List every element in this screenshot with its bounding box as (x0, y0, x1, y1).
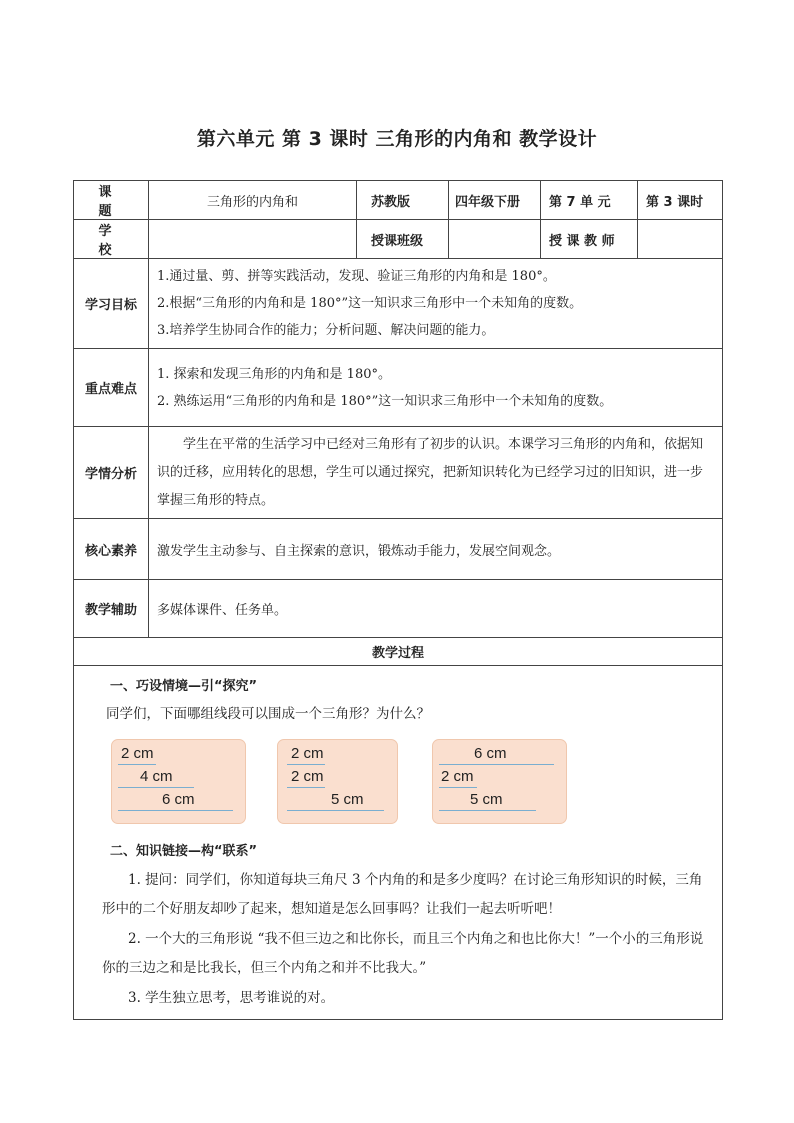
analysis-label: 学情分析 (74, 427, 149, 519)
segment: 2 cm (439, 768, 477, 786)
segment: 6 cm (118, 791, 233, 809)
key-content (149, 349, 723, 427)
segment-card-1 (111, 739, 246, 824)
edition: 苏教版 (357, 181, 449, 220)
literacy-label: 核心素养 (74, 519, 149, 580)
section-2-heading: 二、知识链接—构“联系” (110, 844, 258, 859)
school-label: 学 校 (74, 220, 149, 259)
segment-card-2 (277, 739, 398, 824)
goals-content (149, 259, 723, 349)
literacy-text: 激发学生主动参与、自主探索的意识，锻炼动手能力，发展空间观念。 (149, 519, 723, 580)
goals-label: 学习目标 (74, 259, 149, 349)
grade: 四年级下册 (449, 181, 541, 220)
class-label: 授课班级 (357, 220, 449, 259)
lesson-plan-table (73, 180, 723, 1020)
aids-label: 教学辅助 (74, 580, 149, 638)
row-goals (74, 259, 723, 349)
key-label: 重点难点 (74, 349, 149, 427)
segment-card-3 (432, 739, 567, 824)
analysis-text: 学生在平常的生活学习中已经对三角形有了初步的认识。本课学习三角形的内角和，依据知识的迁移，应用转化的思想，学生可以通过探究，把新知识转化为已经学习过的旧知识，进一步掌握三角形的特点。 (157, 436, 704, 508)
segment: 5 cm (439, 791, 536, 809)
goal-item: 1.通过量、剪、拼等实践活动，发现、验证三角形的内角和是 180°。 (157, 269, 556, 284)
row-aids (74, 580, 723, 638)
paragraph-1: 1. 提问：同学们，你知道每块三角尺 3 个内角的和是多少度吗？在讨论三角形知识的时候，三角形中的二个好朋友却吵了起来，想知道是怎么回事吗？让我们一起去听听吧！ (102, 872, 703, 917)
segment-question: 同学们，下面哪组线段可以围成一个三角形？为什么？ (106, 706, 430, 722)
aids-text: 多媒体课件、任务单。 (149, 580, 723, 638)
lesson-number: 第 3 课时 (638, 181, 723, 220)
segment: 2 cm (287, 768, 325, 786)
segment: 4 cm (118, 768, 194, 786)
document-title: 第六单元 第 3 课时 三角形的内角和 教学设计 (196, 128, 598, 150)
row-process-heading (74, 638, 723, 666)
segment: 6 cm (439, 745, 554, 763)
topic-value: 三角形的内角和 (149, 181, 357, 220)
teacher-label: 授 课 教 师 (541, 220, 638, 259)
row-school (74, 220, 723, 259)
key-item: 2. 熟练运用“三角形的内角和是 180°”这一知识求三角形中一个未知角的度数。 (157, 393, 613, 409)
row-topic (74, 181, 723, 220)
row-key-points (74, 349, 723, 427)
goal-item: 2.根据“三角形的内角和是 180°”这一知识求三角形中一个未知角的度数。 (157, 296, 583, 311)
row-analysis (74, 427, 723, 519)
goal-item: 3.培养学生协同合作的能力；分析问题、解决问题的能力。 (157, 323, 495, 338)
section-1-heading: 一、巧设情境—引“探究” (110, 679, 258, 694)
paragraph-3: 3. 学生独立思考，思考谁说的对。 (128, 990, 335, 1006)
segment: 2 cm (287, 745, 325, 763)
school-value (149, 220, 357, 259)
topic-label: 课 题 (74, 181, 149, 220)
segment: 5 cm (287, 791, 384, 809)
unit: 第 7 单 元 (541, 181, 638, 220)
key-item: 1. 探索和发现三角形的内角和是 180°。 (157, 366, 391, 382)
class-value (449, 220, 541, 259)
segment: 2 cm (118, 745, 156, 763)
row-process (74, 666, 723, 1020)
row-literacy (74, 519, 723, 580)
paragraph-2: 2. 一个大的三角形说 “我不但三边之和比你长，而且三个内角之和也比你大！”一个小的三角形说你的三边之和是比我长，但三个内角之和并不比我大。” (102, 931, 704, 976)
teacher-value (638, 220, 723, 259)
process-heading: 教学过程 (74, 638, 723, 666)
